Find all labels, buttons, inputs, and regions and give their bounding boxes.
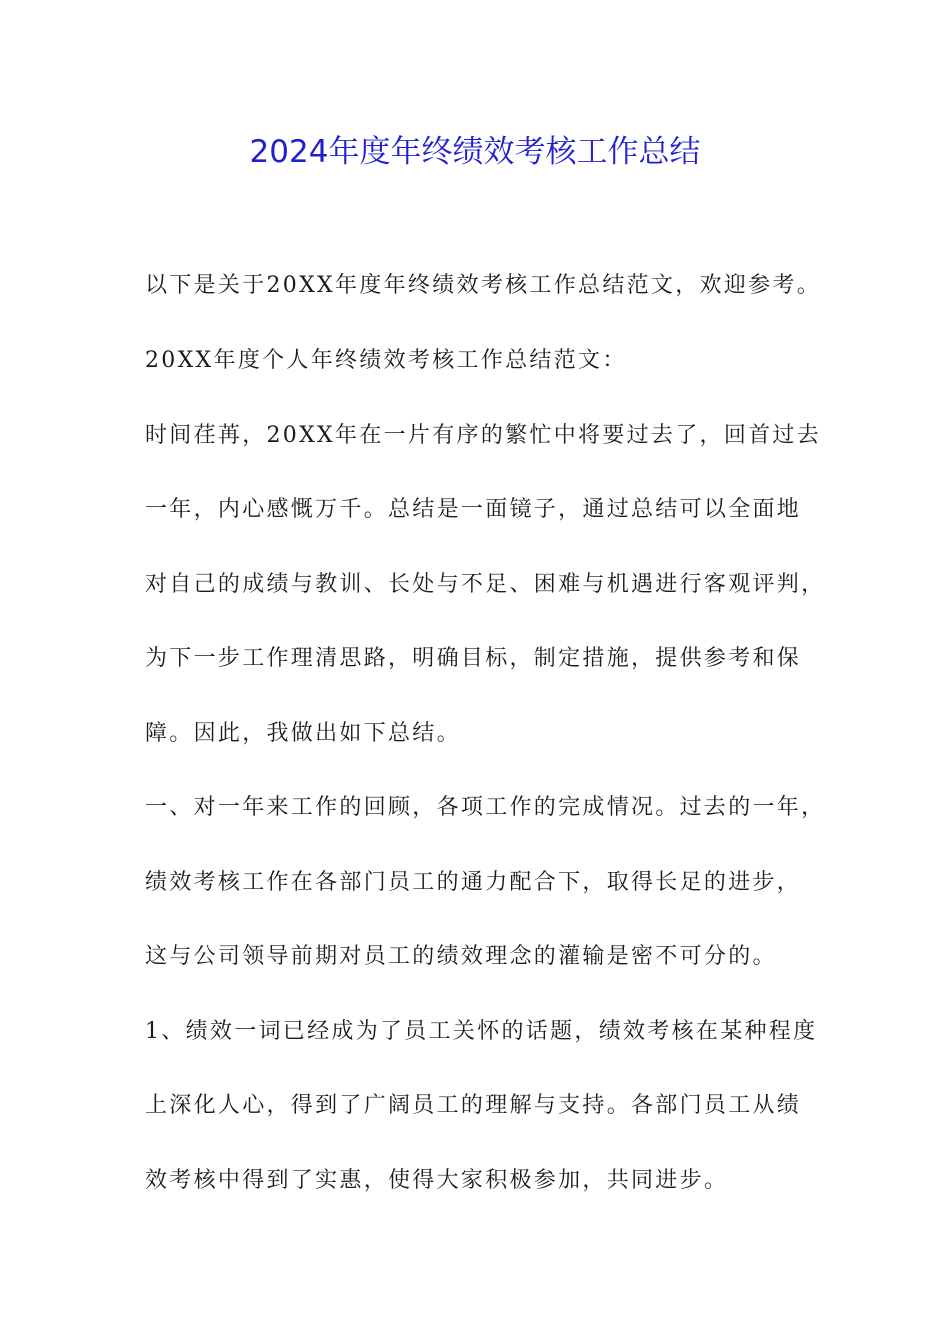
body-line: 效考核中得到了实惠，使得大家积极参加，共同进步。	[145, 1168, 729, 1193]
body-line: 1、绩效一词已经成为了员工关怀的话题，绩效考核在某种程度	[145, 1019, 818, 1044]
body-line: 一、对一年来工作的回顾，各项工作的完成情况。过去的一年，	[145, 795, 826, 820]
body-line: 这与公司领导前期对员工的绩效理念的灌输是密不可分的。	[145, 944, 777, 969]
body-line: 上深化人心，得到了广阔员工的理解与支持。各部门员工从绩	[145, 1093, 802, 1118]
body-line: 绩效考核工作在各部门员工的通力配合下，取得长足的进步，	[145, 870, 802, 895]
body-line: 为下一步工作理清思路，明确目标，制定措施，提供参考和保	[145, 646, 802, 671]
body-line: 障。因此，我做出如下总结。	[145, 721, 461, 746]
body-line: 一年，内心感慨万千。总结是一面镜子，通过总结可以全面地	[145, 497, 802, 522]
document-title: 2024年度年终绩效考核工作总结	[249, 134, 701, 170]
body-line: 20XX年度个人年终绩效考核工作总结范文：	[145, 348, 627, 373]
body-line: 以下是关于20XX年度年终绩效考核工作总结范文，欢迎参考。	[145, 273, 822, 298]
body-line: 对自己的成绩与教训、长处与不足、困难与机遇进行客观评判，	[145, 572, 826, 597]
body-line: 时间荏苒，20XX年在一片有序的繁忙中将要过去了，回首过去	[145, 423, 822, 448]
